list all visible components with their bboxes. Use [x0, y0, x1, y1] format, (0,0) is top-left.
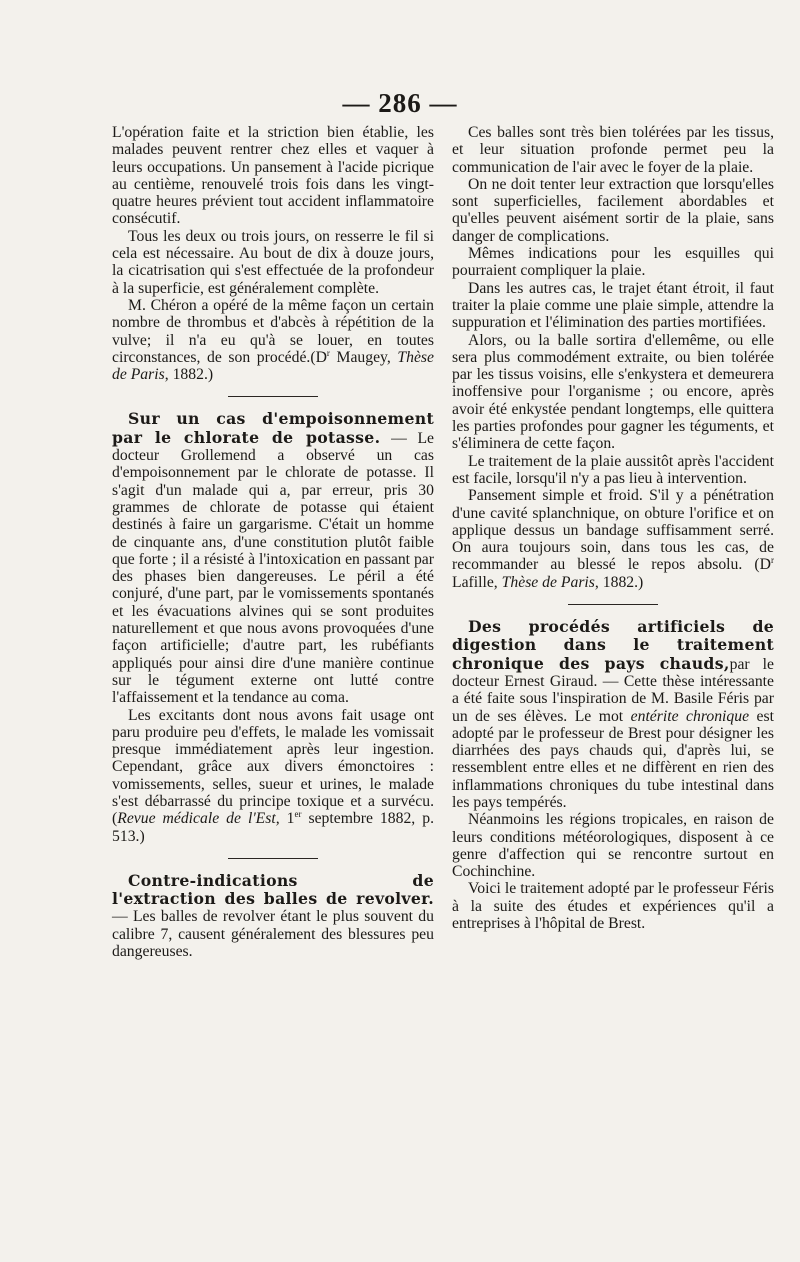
text: 1 — [279, 810, 295, 828]
paragraph-citation — [112, 297, 434, 383]
article-heading: Des procédés artificiels de digestion dans le traitement chronique des pays chauds, — [452, 617, 774, 673]
text: Lafille, — [452, 573, 502, 591]
paragraph: Tous les deux ou trois jours, on resserre le fil si cela est nécessaire. Au bout de dix à douze jours, la cicatrisation qui s'est effectuée de la profondeur à la superficie, est généralement complète. — [112, 227, 434, 297]
text: — Le docteur Grollemend a observé un cas d'empoisonnement par le chlorate de potasse. Il s'agit d'un malade qui a, par erreur, pris 30 grammes de chlorate de potasse qui étaient destinés à faire un gargarisme. C'était un homme de cinquante ans, d'une constitution plutôt faible que forte ; il a résisté à l'intoxication en passant par des phases bien dangereuses. Le péril a été conjuré, d'une part, par le vomissements spontanés et les évacuations alvines qui se sont produites naturellement et que nous avons provoquées d'une façon artificielle; d'autre part, les rubéfiants appliqués pour ainsi dire d'une manière continue sur le tégument externe ont lutté contre l'affaissement et la tendance au coma. — [112, 429, 434, 707]
article-heading: Contre-indications de l'extraction des balles de revolver. — [112, 870, 434, 909]
left-column — [112, 124, 434, 960]
paragraph: Alors, ou la balle sortira d'ellemême, ou elle sera plus commodément extraite, ou bien tolérée par les tissus voisins, elle s'enkystera et demeurera inoffensive pour l'organisme ; ou encore, après avoir été enkystée pendant longtemps, elle quittera les parties profondes pour gagner les téguments, et s'éliminera de cette façon. — [452, 331, 774, 453]
paragraph: Voici le traitement adopté par le professeur Féris à la suite des études et expériences qu'il a entreprises à l'hôpital de Brest. — [452, 880, 774, 933]
text: M. Chéron a opéré de la même façon un certain nombre de thrombus et d'abcès à répétition de la vulve; il n'a eu qu'à se louer, en toutes circonstances, de son procédé.(D — [112, 296, 434, 366]
text: est adopté par le professeur de Brest pour désigner les diarrhées des pays chauds qui, d'après lui, se ressemblent entre elles et ne diffèrent en rien des inflammations chroniques du tube intestinal dans les pays tempérés. — [452, 707, 774, 811]
paragraph: Le traitement de la plaie aussitôt après l'accident est facile, lorsqu'il n'y a pas lieu à intervention. — [452, 452, 774, 487]
italic-term: entérite chronique — [630, 707, 750, 725]
superscript: r — [326, 347, 330, 358]
text: Les excitants dont nous avons fait usage ont paru produire peu d'effets, le malade les vomissait presque immédiatement après leur ingestion. Cependant, grâce aux divers émonctoires : vomissements, selles, sueur et urines, le malade s'est débarrassé du principe toxique et a survécu. ( — [112, 706, 434, 828]
text: septembre 1882, p. 513.) — [112, 810, 434, 845]
section-divider — [568, 604, 658, 605]
paragraph: Néanmoins les régions tropicales, en raison de leurs conditions météorologiques, disposent à ce genre d'affection qui se rencontre surtout en Cochinchine. — [452, 811, 774, 881]
text: Pansement simple et froid. S'il y a pénétration d'une cavité splanchnique, on obture l'orifice et on applique dessus un bandage suffisamment serré. On aura toujours soin, dans tous les cas, de recommander au blessé le repos absolu. (D — [452, 487, 774, 574]
page-number: — 286 — — [342, 88, 458, 118]
paragraph-citation — [112, 707, 434, 845]
citation-title: Revue médicale de l'Est, — [117, 810, 280, 828]
paragraph: Ces balles sont très bien tolérées par les tissus, et leur situation profonde permet peu la communication de l'air avec le foyer de la plaie. — [452, 124, 774, 176]
paragraph: Dans les autres cas, le trajet étant étroit, il faut traiter la plaie comme une plaie simple, attendre la suppuration et l'élimination des parties mortifiées. — [452, 279, 774, 332]
article-paragraph — [112, 872, 434, 960]
right-column — [452, 124, 774, 960]
section-divider — [228, 858, 318, 859]
text: — Les balles de revolver étant le plus souvent du calibre 7, causent généralement des blessures peu dangereuses. — [112, 908, 434, 961]
superscript: r — [771, 555, 774, 566]
article-heading: Sur un cas d'empoisonnement par le chlorate de potasse. — [112, 409, 434, 447]
text: par le docteur Ernest Giraud. — Cette thèse intéressante a été faite sous l'inspiration de M. Basile Féris par un de ses élèves. Le mot — [452, 655, 775, 725]
text: Maugey, — [329, 348, 398, 366]
citation-title: Thèse de Paris — [501, 573, 595, 591]
text: , 1882.) — [594, 573, 644, 591]
paragraph: Mêmes indications pour les esquilles qui pourraient compliquer la plaie. — [452, 245, 774, 280]
citation-title: Thèse de Paris — [112, 348, 434, 384]
section-divider — [228, 396, 318, 397]
article-paragraph — [112, 410, 434, 706]
article-paragraph — [452, 618, 774, 811]
text-columns — [112, 124, 774, 960]
superscript: er — [294, 809, 302, 820]
paragraph: L'opération faite et la striction bien établie, les malades peuvent rentrer chez elles et vaquer à leurs occupations. Un pansement à l'acide picrique au centième, renouvelé trois fois dans les vingt-quatre heures prévient tout accident inflammatoire consécutif. — [112, 124, 434, 228]
paragraph-citation — [452, 487, 774, 591]
paragraph: On ne doit tenter leur extraction que lorsqu'elles sont superficielles, facilement abordables et qu'elles peuvent aisément sortir de la plaie, sans danger de complications. — [452, 175, 774, 245]
text: , 1882.) — [164, 366, 214, 384]
